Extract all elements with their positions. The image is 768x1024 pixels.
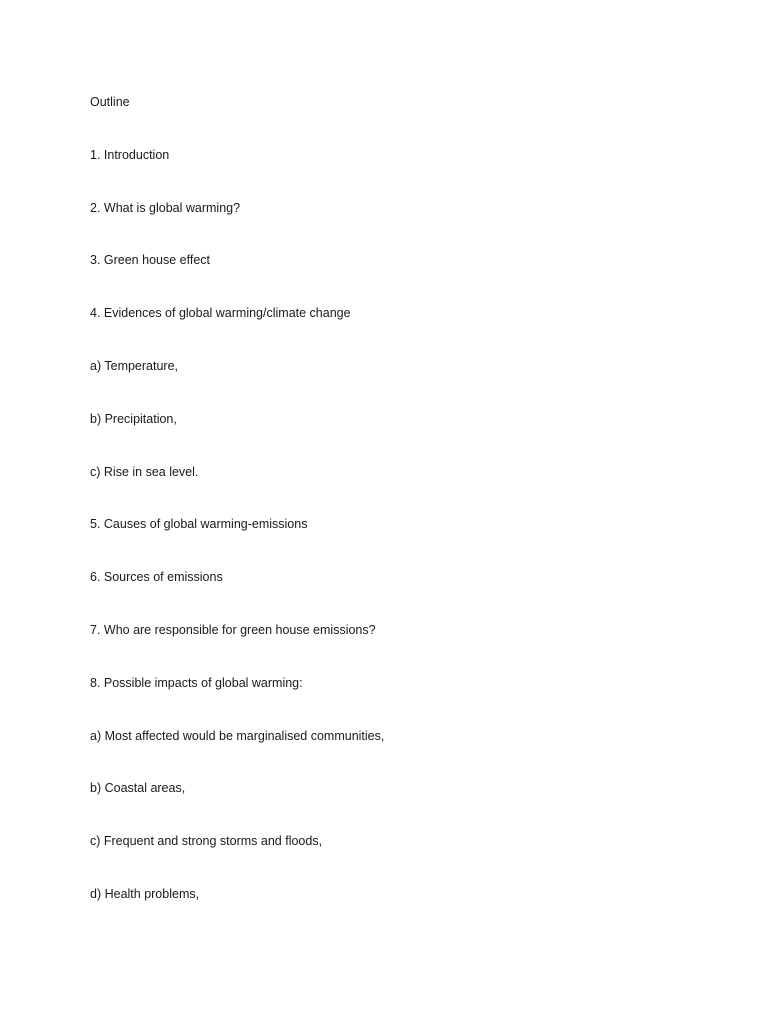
outline-heading: Outline xyxy=(90,95,130,109)
outline-subitem-storms: c) Frequent and strong storms and floods, xyxy=(90,834,323,849)
outline-subitem-precipitation: b) Precipitation, xyxy=(90,411,177,426)
outline-item-impacts: 8. Possible impacts of global warming: xyxy=(90,675,303,690)
outline-item-green-house-effect: 3. Green house effect xyxy=(90,253,210,268)
outline-item-evidences: 4. Evidences of global warming/climate change xyxy=(90,306,351,321)
outline-subitem-marginalised: a) Most affected would be marginalised communities, xyxy=(90,728,385,743)
outline-subitem-sea-level: c) Rise in sea level. xyxy=(90,464,199,479)
outline-subitem-temperature: a) Temperature, xyxy=(90,358,179,373)
outline-item-what-is-global-warming: 2. What is global warming? xyxy=(90,200,241,215)
outline-subitem-coastal: b) Coastal areas, xyxy=(90,781,186,796)
outline-item-introduction: 1. Introduction xyxy=(90,147,170,162)
outline-list xyxy=(90,93,384,938)
outline-item-responsible: 7. Who are responsible for green house emissions? xyxy=(90,622,376,637)
outline-item-sources: 6. Sources of emissions xyxy=(90,570,223,585)
outline-subitem-health: d) Health problems, xyxy=(90,886,200,901)
outline-item-causes: 5. Causes of global warming-emissions xyxy=(90,517,308,532)
